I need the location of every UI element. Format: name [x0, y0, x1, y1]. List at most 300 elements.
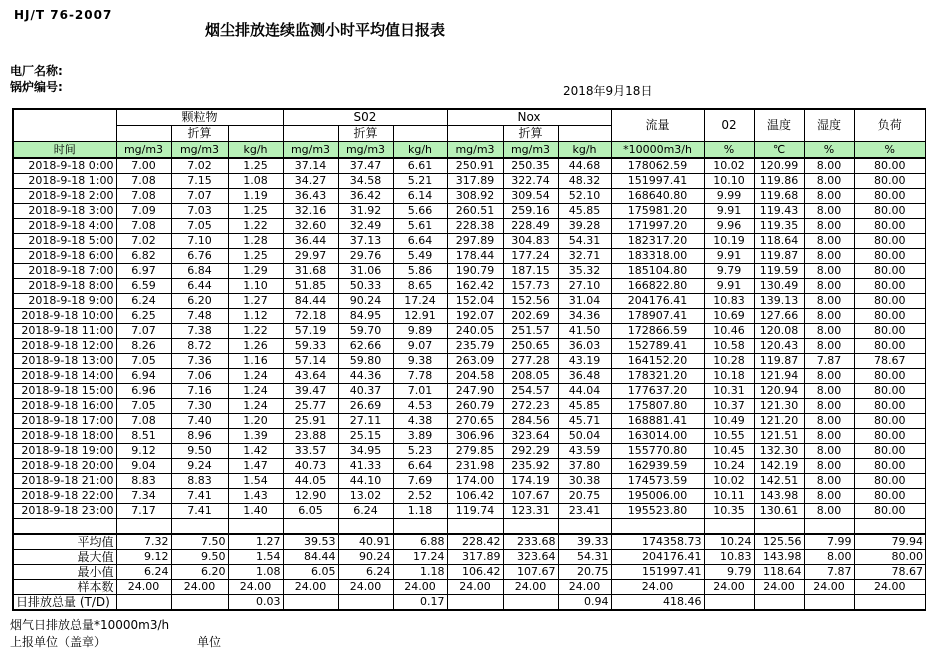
value-cell: 1.10	[228, 279, 283, 294]
summary-value: 233.68	[503, 534, 558, 550]
value-cell: 8.83	[171, 474, 228, 489]
value-cell: 10.55	[704, 429, 754, 444]
summary-value: 0.17	[393, 595, 447, 611]
summary-value: 0.03	[228, 595, 283, 611]
value-cell: 7.34	[116, 489, 171, 504]
summary-value: 24.00	[854, 580, 926, 595]
value-cell: 80.00	[854, 489, 926, 504]
value-cell: 10.19	[704, 234, 754, 249]
summary-value: 6.05	[283, 565, 338, 580]
summary-value: 24.00	[393, 580, 447, 595]
value-cell: 7.41	[171, 489, 228, 504]
value-cell: 80.00	[854, 399, 926, 414]
value-cell: 9.38	[393, 354, 447, 369]
value-cell: 80.00	[854, 219, 926, 234]
summary-value: 107.67	[503, 565, 558, 580]
value-cell: 3.89	[393, 429, 447, 444]
summary-value: 8.00	[804, 550, 854, 565]
value-cell: 8.00	[804, 158, 854, 174]
value-cell: 54.31	[558, 234, 611, 249]
value-cell: 178321.20	[611, 369, 704, 384]
empty-cell	[338, 519, 393, 535]
summary-value: 6.24	[338, 565, 393, 580]
value-cell: 36.48	[558, 369, 611, 384]
time-cell: 2018-9-18 7:00	[13, 264, 116, 279]
unit-cell: mg/m3	[283, 142, 338, 159]
value-cell: 8.00	[804, 309, 854, 324]
value-cell: 40.37	[338, 384, 393, 399]
time-cell: 2018-9-18 2:00	[13, 189, 116, 204]
value-cell: 41.33	[338, 459, 393, 474]
value-cell: 32.60	[283, 219, 338, 234]
value-cell: 6.94	[116, 369, 171, 384]
value-cell: 8.00	[804, 174, 854, 189]
value-cell: 323.64	[503, 429, 558, 444]
summary-value	[804, 595, 854, 611]
value-cell: 40.73	[283, 459, 338, 474]
value-cell: 228.49	[503, 219, 558, 234]
value-cell: 9.89	[393, 324, 447, 339]
value-cell: 80.00	[854, 204, 926, 219]
value-cell: 119.74	[447, 504, 503, 519]
value-cell: 5.21	[393, 174, 447, 189]
summary-value	[338, 595, 393, 611]
summary-value: 39.33	[558, 534, 611, 550]
value-cell: 8.00	[804, 279, 854, 294]
value-cell: 50.33	[338, 279, 393, 294]
value-cell: 1.22	[228, 219, 283, 234]
value-cell: 10.46	[704, 324, 754, 339]
summary-value: 24.00	[228, 580, 283, 595]
value-cell: 37.80	[558, 459, 611, 474]
value-cell: 10.37	[704, 399, 754, 414]
value-cell: 8.00	[804, 429, 854, 444]
value-cell: 10.02	[704, 474, 754, 489]
empty-cell	[611, 519, 704, 535]
value-cell: 152.56	[503, 294, 558, 309]
summary-value: 1.54	[228, 550, 283, 565]
value-cell: 6.20	[171, 294, 228, 309]
value-cell: 8.00	[804, 504, 854, 519]
value-cell: 10.28	[704, 354, 754, 369]
value-cell: 208.05	[503, 369, 558, 384]
value-cell: 5.61	[393, 219, 447, 234]
value-cell: 284.56	[503, 414, 558, 429]
value-cell: 121.94	[754, 369, 804, 384]
value-cell: 270.65	[447, 414, 503, 429]
unit-cell: %	[854, 142, 926, 159]
so2-converted-label: 折算	[338, 126, 393, 142]
value-cell: 120.08	[754, 324, 804, 339]
value-cell: 8.00	[804, 444, 854, 459]
value-cell: 142.19	[754, 459, 804, 474]
summary-value: 317.89	[447, 550, 503, 565]
value-cell: 119.87	[754, 249, 804, 264]
unit-cell: %	[804, 142, 854, 159]
value-cell: 7.07	[116, 324, 171, 339]
value-cell: 10.18	[704, 369, 754, 384]
time-cell: 2018-9-18 15:00	[13, 384, 116, 399]
value-cell: 36.44	[283, 234, 338, 249]
data-row	[13, 249, 926, 264]
value-cell: 7.30	[171, 399, 228, 414]
value-cell: 182317.20	[611, 234, 704, 249]
units-row	[13, 142, 926, 159]
value-cell: 6.24	[338, 504, 393, 519]
summary-label: 最大值	[13, 550, 116, 565]
value-cell: 12.91	[393, 309, 447, 324]
summary-value: 1.27	[228, 534, 283, 550]
summary-value	[283, 595, 338, 611]
time-cell: 2018-9-18 11:00	[13, 324, 116, 339]
summary-value: 151997.41	[611, 565, 704, 580]
time-cell: 2018-9-18 6:00	[13, 249, 116, 264]
value-cell: 1.54	[228, 474, 283, 489]
value-cell: 7.09	[116, 204, 171, 219]
unit-cell: ℃	[754, 142, 804, 159]
unit-cell: mg/m3	[503, 142, 558, 159]
value-cell: 263.09	[447, 354, 503, 369]
value-cell: 174.19	[503, 474, 558, 489]
value-cell: 121.20	[754, 414, 804, 429]
value-cell: 78.67	[854, 354, 926, 369]
value-cell: 39.28	[558, 219, 611, 234]
value-cell: 1.40	[228, 504, 283, 519]
value-cell: 139.13	[754, 294, 804, 309]
summary-value	[447, 595, 503, 611]
value-cell: 190.79	[447, 264, 503, 279]
value-cell: 8.00	[804, 414, 854, 429]
summary-value: 10.24	[704, 534, 754, 550]
value-cell: 1.08	[228, 174, 283, 189]
value-cell: 45.85	[558, 204, 611, 219]
unit-cell: kg/h	[558, 142, 611, 159]
value-cell: 304.83	[503, 234, 558, 249]
group-nox: Nox	[447, 109, 611, 126]
value-cell: 52.10	[558, 189, 611, 204]
standard-code: HJ/T 76-2007	[14, 8, 113, 22]
value-cell: 7.06	[171, 369, 228, 384]
value-cell: 48.32	[558, 174, 611, 189]
value-cell: 204176.41	[611, 294, 704, 309]
summary-value: 228.42	[447, 534, 503, 550]
time-cell: 2018-9-18 1:00	[13, 174, 116, 189]
value-cell: 162.42	[447, 279, 503, 294]
value-cell: 168640.80	[611, 189, 704, 204]
unit-cell: %	[704, 142, 754, 159]
summary-value	[171, 595, 228, 611]
value-cell: 45.71	[558, 414, 611, 429]
value-cell: 228.38	[447, 219, 503, 234]
value-cell: 9.07	[393, 339, 447, 354]
value-cell: 34.27	[283, 174, 338, 189]
data-row	[13, 414, 926, 429]
summary-row	[13, 565, 926, 580]
value-cell: 10.02	[704, 158, 754, 174]
value-cell: 240.05	[447, 324, 503, 339]
value-cell: 7.48	[171, 309, 228, 324]
value-cell: 7.40	[171, 414, 228, 429]
value-cell: 10.11	[704, 489, 754, 504]
value-cell: 80.00	[854, 158, 926, 174]
value-cell: 17.24	[393, 294, 447, 309]
value-cell: 259.16	[503, 204, 558, 219]
value-cell: 13.02	[338, 489, 393, 504]
value-cell: 34.36	[558, 309, 611, 324]
empty-cell	[283, 519, 338, 535]
value-cell: 235.92	[503, 459, 558, 474]
value-cell: 9.96	[704, 219, 754, 234]
summary-value: 9.12	[116, 550, 171, 565]
value-cell: 80.00	[854, 474, 926, 489]
value-cell: 27.10	[558, 279, 611, 294]
time-cell: 2018-9-18 18:00	[13, 429, 116, 444]
value-cell: 1.39	[228, 429, 283, 444]
value-cell: 7.15	[171, 174, 228, 189]
time-cell: 2018-9-18 9:00	[13, 294, 116, 309]
summary-value: 40.91	[338, 534, 393, 550]
time-header-spacer	[13, 109, 116, 142]
summary-row	[13, 534, 926, 550]
unit-cell: kg/h	[228, 142, 283, 159]
value-cell: 37.13	[338, 234, 393, 249]
value-cell: 7.05	[116, 399, 171, 414]
value-cell: 44.05	[283, 474, 338, 489]
value-cell: 8.51	[116, 429, 171, 444]
subheader-blank	[116, 126, 171, 142]
value-cell: 80.00	[854, 339, 926, 354]
value-cell: 6.14	[393, 189, 447, 204]
data-row	[13, 279, 926, 294]
subheader-blank	[558, 126, 611, 142]
summary-value: 24.00	[338, 580, 393, 595]
value-cell: 7.00	[116, 158, 171, 174]
time-cell: 2018-9-18 8:00	[13, 279, 116, 294]
summary-value: 7.99	[804, 534, 854, 550]
time-header: 时间	[13, 142, 116, 159]
value-cell: 35.32	[558, 264, 611, 279]
time-cell: 2018-9-18 20:00	[13, 459, 116, 474]
value-cell: 57.14	[283, 354, 338, 369]
value-cell: 1.18	[393, 504, 447, 519]
value-cell: 25.77	[283, 399, 338, 414]
summary-value: 24.00	[558, 580, 611, 595]
value-cell: 6.61	[393, 158, 447, 174]
reporting-unit-label: 上报单位（盖章）	[10, 635, 107, 649]
value-cell: 44.10	[338, 474, 393, 489]
value-cell: 120.94	[754, 384, 804, 399]
value-cell: 260.51	[447, 204, 503, 219]
time-cell: 2018-9-18 19:00	[13, 444, 116, 459]
data-row	[13, 474, 926, 489]
data-row	[13, 369, 926, 384]
value-cell: 127.66	[754, 309, 804, 324]
value-cell: 6.24	[116, 294, 171, 309]
value-cell: 80.00	[854, 504, 926, 519]
value-cell: 8.00	[804, 459, 854, 474]
data-row	[13, 234, 926, 249]
value-cell: 10.58	[704, 339, 754, 354]
value-cell: 1.25	[228, 158, 283, 174]
time-cell: 2018-9-18 3:00	[13, 204, 116, 219]
summary-value: 418.46	[611, 595, 704, 611]
daily-flow-total-label: 烟气日排放总量*10000m3/h	[10, 618, 170, 632]
value-cell: 1.28	[228, 234, 283, 249]
time-cell: 2018-9-18 10:00	[13, 309, 116, 324]
value-cell: 57.19	[283, 324, 338, 339]
value-cell: 84.95	[338, 309, 393, 324]
subheader-blank	[447, 126, 503, 142]
unit-cell: mg/m3	[447, 142, 503, 159]
summary-value: 7.32	[116, 534, 171, 550]
value-cell: 168881.41	[611, 414, 704, 429]
value-cell: 1.24	[228, 384, 283, 399]
summary-value: 17.24	[393, 550, 447, 565]
time-cell: 2018-9-18 14:00	[13, 369, 116, 384]
value-cell: 8.00	[804, 204, 854, 219]
value-cell: 27.11	[338, 414, 393, 429]
value-cell: 80.00	[854, 324, 926, 339]
summary-value: 79.94	[854, 534, 926, 550]
summary-value: 9.50	[171, 550, 228, 565]
value-cell: 41.50	[558, 324, 611, 339]
value-cell: 80.00	[854, 174, 926, 189]
value-cell: 45.85	[558, 399, 611, 414]
empty-cell	[171, 519, 228, 535]
summary-value: 24.00	[611, 580, 704, 595]
group-o2: 02	[704, 109, 754, 142]
summary-row	[13, 580, 926, 595]
value-cell: 8.00	[804, 384, 854, 399]
value-cell: 5.49	[393, 249, 447, 264]
value-cell: 44.68	[558, 158, 611, 174]
value-cell: 132.30	[754, 444, 804, 459]
value-cell: 163014.00	[611, 429, 704, 444]
value-cell: 9.79	[704, 264, 754, 279]
data-row	[13, 399, 926, 414]
value-cell: 43.59	[558, 444, 611, 459]
value-cell: 9.24	[171, 459, 228, 474]
value-cell: 84.44	[283, 294, 338, 309]
unit-cell: mg/m3	[171, 142, 228, 159]
value-cell: 306.96	[447, 429, 503, 444]
data-row	[13, 309, 926, 324]
value-cell: 10.69	[704, 309, 754, 324]
time-cell: 2018-9-18 23:00	[13, 504, 116, 519]
summary-value	[854, 595, 926, 611]
value-cell: 10.24	[704, 459, 754, 474]
value-cell: 7.08	[116, 174, 171, 189]
value-cell: 120.99	[754, 158, 804, 174]
summary-label: 最小值	[13, 565, 116, 580]
value-cell: 80.00	[854, 189, 926, 204]
value-cell: 80.00	[854, 234, 926, 249]
value-cell: 20.75	[558, 489, 611, 504]
data-row	[13, 444, 926, 459]
summary-value: 323.64	[503, 550, 558, 565]
summary-value: 20.75	[558, 565, 611, 580]
value-cell: 1.24	[228, 399, 283, 414]
time-cell: 2018-9-18 16:00	[13, 399, 116, 414]
value-cell: 119.35	[754, 219, 804, 234]
value-cell: 1.25	[228, 204, 283, 219]
value-cell: 80.00	[854, 309, 926, 324]
data-row	[13, 264, 926, 279]
value-cell: 8.00	[804, 369, 854, 384]
value-cell: 7.10	[171, 234, 228, 249]
value-cell: 123.31	[503, 504, 558, 519]
data-row	[13, 429, 926, 444]
value-cell: 8.26	[116, 339, 171, 354]
group-flow: 流量	[611, 109, 704, 142]
value-cell: 8.00	[804, 189, 854, 204]
value-cell: 7.78	[393, 369, 447, 384]
value-cell: 59.80	[338, 354, 393, 369]
value-cell: 8.00	[804, 234, 854, 249]
value-cell: 175981.20	[611, 204, 704, 219]
summary-value: 6.88	[393, 534, 447, 550]
summary-value: 174358.73	[611, 534, 704, 550]
value-cell: 9.91	[704, 279, 754, 294]
time-cell: 2018-9-18 5:00	[13, 234, 116, 249]
value-cell: 1.20	[228, 414, 283, 429]
value-cell: 166822.80	[611, 279, 704, 294]
value-cell: 1.24	[228, 369, 283, 384]
group-load: 负荷	[854, 109, 926, 142]
summary-label: 平均值	[13, 534, 116, 550]
value-cell: 80.00	[854, 279, 926, 294]
value-cell: 7.05	[171, 219, 228, 234]
value-cell: 164152.20	[611, 354, 704, 369]
value-cell: 277.28	[503, 354, 558, 369]
value-cell: 121.30	[754, 399, 804, 414]
value-cell: 25.91	[283, 414, 338, 429]
empty-cell	[116, 519, 171, 535]
value-cell: 8.00	[804, 249, 854, 264]
value-cell: 12.90	[283, 489, 338, 504]
summary-value: 106.42	[447, 565, 503, 580]
value-cell: 2.52	[393, 489, 447, 504]
value-cell: 34.58	[338, 174, 393, 189]
time-cell: 2018-9-18 4:00	[13, 219, 116, 234]
value-cell: 118.64	[754, 234, 804, 249]
value-cell: 43.64	[283, 369, 338, 384]
value-cell: 1.47	[228, 459, 283, 474]
summary-value: 24.00	[804, 580, 854, 595]
value-cell: 29.76	[338, 249, 393, 264]
time-cell: 2018-9-18 13:00	[13, 354, 116, 369]
value-cell: 6.76	[171, 249, 228, 264]
value-cell: 4.53	[393, 399, 447, 414]
value-cell: 7.01	[393, 384, 447, 399]
value-cell: 8.00	[804, 339, 854, 354]
value-cell: 7.87	[804, 354, 854, 369]
value-cell: 143.98	[754, 489, 804, 504]
summary-value: 1.18	[393, 565, 447, 580]
nox-converted-label: 折算	[503, 126, 558, 142]
summary-value	[754, 595, 804, 611]
value-cell: 43.19	[558, 354, 611, 369]
value-cell: 1.42	[228, 444, 283, 459]
empty-cell	[754, 519, 804, 535]
summary-value: 7.50	[171, 534, 228, 550]
value-cell: 121.51	[754, 429, 804, 444]
value-cell: 1.27	[228, 294, 283, 309]
summary-value: 6.20	[171, 565, 228, 580]
value-cell: 44.04	[558, 384, 611, 399]
value-cell: 50.04	[558, 429, 611, 444]
table-body	[13, 158, 926, 610]
